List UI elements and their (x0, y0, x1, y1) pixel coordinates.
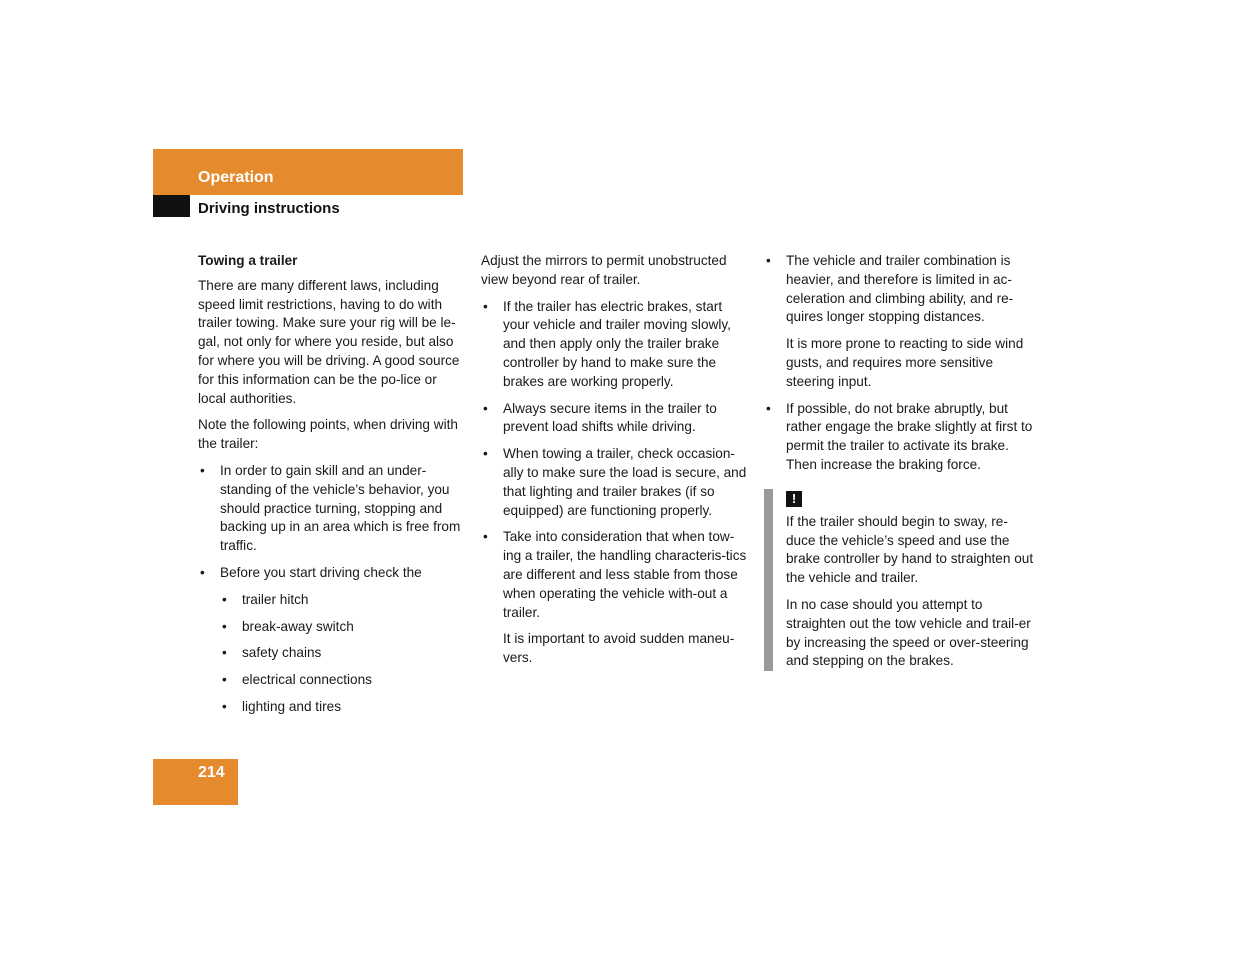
list-item: • Take into consideration that when tow-ing a trailer, the handling characteris-tics are different and less stable from those when operating the vehicle with-out a trailer. (481, 528, 749, 622)
paragraph: There are many different laws, including speed limit restrictions, having to do with trailer towing. Make sure your rig will be le-gal, not only for where you reside, but also for where you will be driving. A good source for this information can be the po-lice or local authorities. (198, 277, 460, 406)
list-item: • Before you start driving check the (198, 564, 468, 583)
column-2 (481, 252, 749, 676)
sub-list-item: • lighting and tires (198, 698, 468, 717)
note-paragraph: It is more prone to reacting to side wind gusts, and requires more sensitive steering input. (786, 336, 1024, 389)
paragraph: Adjust the mirrors to permit unobstructed view beyond rear of trailer. (481, 253, 727, 287)
paragraph: Note the following points, when driving with the trailer: (198, 417, 458, 452)
subsection-marker (153, 195, 190, 217)
column-3 (764, 252, 1034, 671)
page-number: 214 (198, 764, 225, 781)
warning-box (764, 489, 1034, 671)
list-item: • If the trailer has electric brakes, start your vehicle and trailer moving slowly, and then apply only the trailer brake controller by hand to make sure the brakes are working properly. (481, 298, 749, 392)
sub-list-item: • safety chains (198, 644, 468, 663)
warning-icon: ! (786, 491, 802, 507)
list-item: • If possible, do not brake abruptly, but rather engage the brake slightly at first to permit the trailer to activate its brake. Then increase the braking force. (764, 400, 1034, 475)
warning-paragraph: If the trailer should begin to sway, re-duce the vehicle’s speed and use the brake controller by hand to straighten out the vehicle and trailer. (786, 513, 1034, 586)
warning-bar (764, 489, 773, 671)
list-item: • Always secure items in the trailer to prevent load shifts while driving. (481, 400, 749, 438)
topic-heading: Towing a trailer (198, 253, 298, 268)
sub-list-item: • break-away switch (198, 618, 468, 637)
column-1 (198, 252, 468, 725)
list-item: • When towing a trailer, check occasion-ally to make sure the load is secure, and that lighting and trailer brakes (if so equipped) are functioning properly. (481, 445, 749, 520)
page-number-box (153, 759, 238, 805)
list-item: • The vehicle and trailer combination is heavier, and therefore is limited in ac-celeration and climbing ability, and re-quires longer stopping distances. (764, 252, 1034, 327)
list-item: • In order to gain skill and an under-standing of the vehicle’s behavior, you should practice turning, stopping and backing up in an area which is free from traffic. (198, 462, 468, 556)
sub-list-item: • trailer hitch (198, 591, 468, 610)
subsection-title: Driving instructions (198, 200, 340, 217)
note-paragraph: It is important to avoid sudden maneu-vers. (503, 631, 735, 666)
warning-paragraph: In no case should you attempt to straighten out the tow vehicle and trail-er by increasing the speed or over-steering and stepping on the brakes. (786, 596, 1031, 669)
section-title: Operation (198, 169, 274, 186)
sub-list-item: • electrical connections (198, 671, 468, 690)
